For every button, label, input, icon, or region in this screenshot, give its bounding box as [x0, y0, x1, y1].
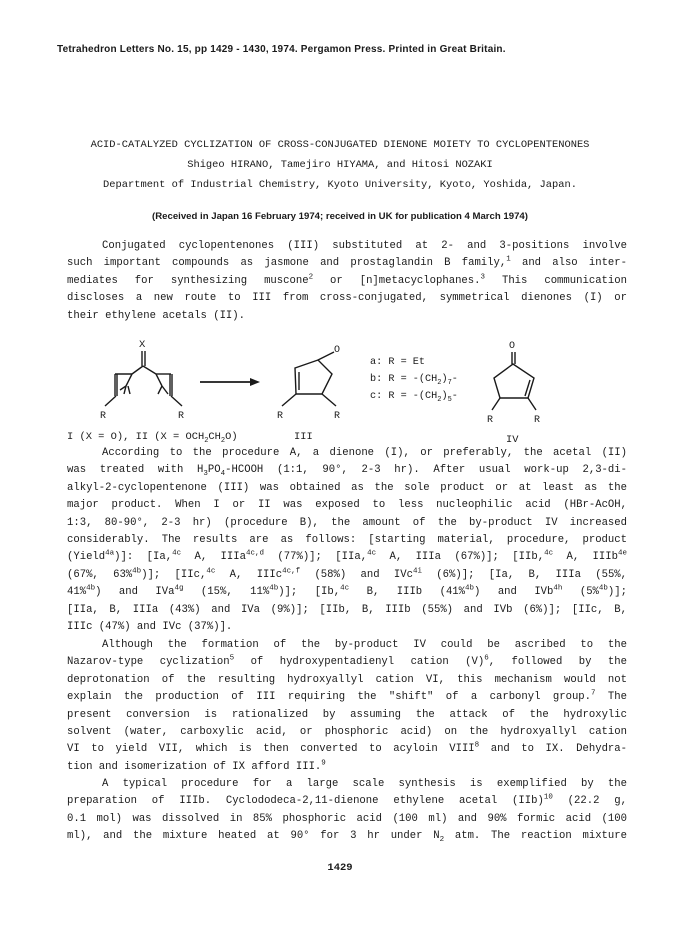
r-label-iv-left: R	[487, 415, 494, 426]
x-label: X	[139, 339, 146, 351]
r-label-iii-left: R	[277, 411, 284, 422]
r-label-iii-right: R	[334, 411, 341, 422]
author-line: Shigeo HIRANO, Tamejiro HIYAMA, and Hitosi NOZAKI	[187, 159, 493, 171]
procedure-paragraph: A typical procedure for a large scale synthesis is exemplified by the preparation of IIIb. Cyclododeca-2,11-dienone ethylene acetal (IIb)$^{10}$ (22.2 g, 0.1 mol) was dissolved in 85% phosphoric acid (100 ml) and 90% formic acid (100 ml), and the mixture heated at 90° for 3 hr under $N_2$ atm. The reaction mixture	[67, 778, 627, 845]
label-iii: III	[294, 431, 313, 443]
o-label-iii: O	[334, 345, 341, 356]
article-title: ACID-CATALYZED CYCLIZATION OF CROSS-CONJUGATED DIENONE MOIETY TO CYCLOPENTENONES	[90, 139, 590, 151]
affiliation-line: Department of Industrial Chemistry, Kyoto University, Kyoto, Yoshida, Japan.	[103, 179, 577, 191]
running-head: Tetrahedron Letters No. 15, pp 1429 - 1430, 1974. Pergamon Press. Printed in Great Britain.	[57, 44, 506, 55]
r-label-i-left: R	[100, 411, 107, 422]
label-iv: IV	[506, 434, 519, 446]
received-line: (Received in Japan 16 February 1974; received in UK for publication 4 March 1974)	[152, 211, 528, 222]
legend-a: a: R = Et	[370, 357, 426, 368]
o-label-iv: O	[509, 341, 516, 352]
mechanism-paragraph: Although the formation of the by-product IV could be ascribed to the Nazarov-type cyclization$^5$ of hydroxypentadienyl cation $(V)^6$, followed by the deprotonation of the resulting hydroxyallyl cation VI, this mechanism would not explain the production of III requiring the "shift" of a carbonyl group.$^7$ The present conversion is rationalized by assuming the attack of the hydroxylic solvent (water, carboxylic acid, or phosphoric acid) on the hydroxyallyl cation VI to yield VII, which is then converted to acyloin VIII$^8$ and to IX. Dehydra- tion and isomerization of IX afford III.$^9$	[67, 639, 628, 773]
legend-c: c: $R = -(CH_2)_5-$	[370, 391, 458, 404]
r-label-i-right: R	[178, 411, 185, 422]
intro-paragraph: Conjugated cyclopentenones (III) substituted at 2- and 3-positions involve such important compounds as jasmone and prostaglandin B family,$^1$ and also inter- mediates for synthesizing muscone$^2$ or [n]metacyclophanes.$^3$ This communication discloses a new route to III from cross-conjugated, symmetrical dienones (I) or their ethylene acetals (II).	[67, 240, 628, 322]
reaction-scheme	[60, 338, 620, 446]
page-number: 1429	[327, 862, 353, 874]
label-i-ii: I (X = O), II $(X = OCH_2CH_2O)$	[67, 431, 238, 445]
r-label-iv-right: R	[534, 415, 541, 426]
legend-b: b: $R = -(CH_2)_7-$	[370, 374, 458, 387]
results-paragraph: According to the procedure A, a dienone (I), or preferably, the acetal (II) was treated with $H_3PO_4$-HCOOH (1:1, 90°, 2-3 hr). After usual work-up 2,3-di- alkyl-2-cyclopentenone (III) was obtained as the sole product or at least as the major product. When I or II was exposed to less nucleophilic acid (HBr-AcOH, 1:3, 80-90°, 2-3 hr) (procedure B), the amount of the by-product IV increased considerably. The results are as follows: [starting material, procedure, product (Yield$^{4a}$)]: [Ia,$^{4c}$ A, IIIa$^{4c,d}$ (77%)]; [IIa,$^{4c}$ A, IIIa (67%)]; [IIb,$^{4c}$ A, IIIb$^{4e}$ (67%, 63%$^{4b}$)]; [IIc,$^{4c}$ A, IIIc$^{4c,f}$ (58%) and IVc$^{4i}$ (6%)]; [Ia, B, IIIa (55%, 41%$^{4b}$) and IVa$^{4g}$ (15%, 11%$^{4b}$)]; [Ib,$^{4c}$ B, IIIb (41%$^{4b}$) and IVb$^{4h}$ (5%$^{4b}$)]; [IIa, B, IIIa (43%) and IVa (9%)]; [IIb, B, IIIb (55%) and IVb (6%)]; [IIc, B, IIIc (47%) and IVc (37%)].	[67, 447, 628, 634]
